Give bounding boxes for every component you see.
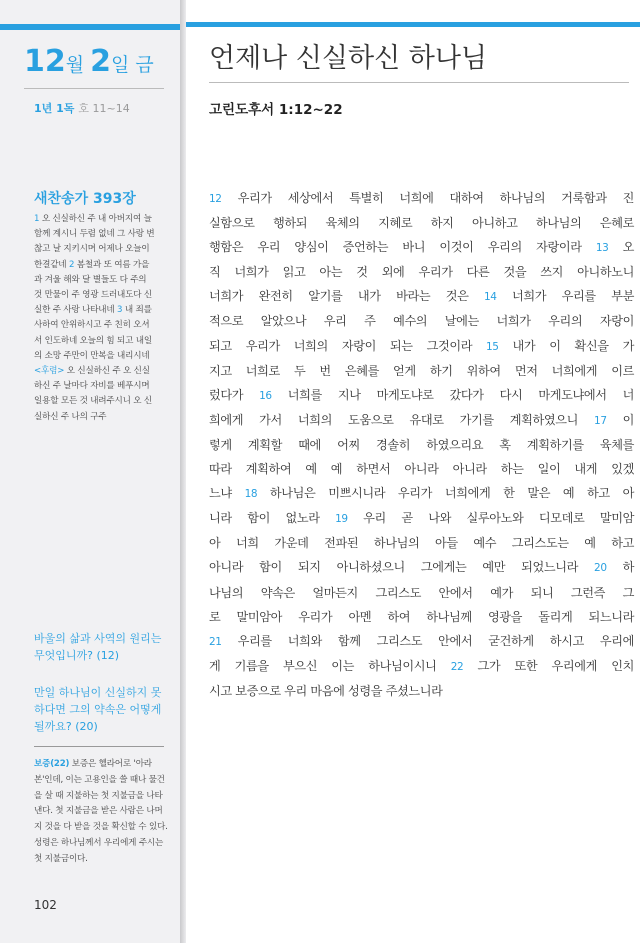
scripture-line <box>209 186 634 211</box>
scripture-line <box>209 383 634 408</box>
hymn-line <box>34 349 167 364</box>
verse-number: 2 <box>68 259 75 270</box>
verse-text: 직 너희가 읽고 아는 것 외에 우리가 다른 것을 쓰지 아니하노니 <box>209 265 634 280</box>
scripture-line <box>209 531 634 555</box>
scripture-line <box>209 457 634 481</box>
date-day-unit: 일 <box>110 54 130 76</box>
hymn-line-text: 오 신실하신 주 오 신실 <box>64 366 150 377</box>
hymn-line <box>34 334 167 349</box>
verse-text: 로 말미암아 우리가 아멘 하여 하나님께 영광을 돌리게 되느니라 <box>209 609 634 624</box>
scripture-line <box>209 309 634 333</box>
verse-number: 21 <box>209 635 222 648</box>
word-note-term: 보증(22) <box>34 759 70 769</box>
verse-text: 적으로 알았으나 우리 주 예수의 날에는 너희가 우리의 자랑이 <box>209 314 634 329</box>
hymn-line-text: 봄철과 또 여름 가을 <box>74 259 150 270</box>
reading-plan-reference: 호 11~14 <box>78 102 130 115</box>
verse-number: 22 <box>450 660 464 673</box>
date-day: 2 <box>90 44 111 79</box>
verse-text: 너희가 완전히 알기를 내가 바라는 것은 <box>209 289 484 304</box>
question-1: 바울의 삶과 사역의 원리는 무엇입니까? (12) <box>34 632 162 662</box>
reading-plan <box>34 100 130 116</box>
hymn-line-text: 내 죄를 <box>122 305 152 316</box>
hymn-line-text: 서 인도하네 오늘의 힘 되고 내일 <box>34 335 152 346</box>
verse-number: 15 <box>486 340 499 353</box>
verse-number: 13 <box>595 242 609 255</box>
verse-text: 따라 계획하여 예 예 하면서 아니라 아니라 하는 일이 내게 있겠 <box>209 462 634 477</box>
verse-number: 18 <box>244 488 258 501</box>
verse-text: 이 <box>606 412 634 427</box>
verse-text: 희에게 가서 너희의 도움으로 유대로 가기를 계획하였으니 <box>209 412 595 427</box>
scripture-line <box>209 581 634 605</box>
title-divider <box>209 82 629 83</box>
scripture-line <box>209 555 634 580</box>
hymn-line-text: 실하신 주 나의 구주 <box>34 411 107 422</box>
verse-text: 렀다가 <box>209 387 260 402</box>
verse-text: 행함은 우리 양심이 증언하는 바니 이것이 우리의 자랑이라 <box>209 240 596 255</box>
verse-number: 14 <box>483 291 497 304</box>
hymn-line-text: 오 신실하신 주 내 아버지여 늘 <box>39 214 152 224</box>
scripture-line <box>209 408 634 433</box>
hymn-line <box>34 364 167 379</box>
verse-text: 우리를 너희와 함께 그리스도 안에서 굳건하게 하시고 우리에 <box>221 633 634 648</box>
hymn-line-text: 사하여 안위하시고 주 친히 오셔 <box>34 320 150 331</box>
page-number: 102 <box>34 898 57 912</box>
verse-number: 3 <box>117 305 123 316</box>
scripture-text <box>209 186 634 703</box>
scripture-line <box>209 359 634 383</box>
scripture-line <box>209 433 634 457</box>
hymn-line-text: 하신 주 날마다 자비를 베푸시며 <box>34 381 150 392</box>
hymn-line <box>34 303 167 318</box>
scripture-line <box>209 235 634 260</box>
hymn-line <box>34 379 167 394</box>
scripture-line <box>209 284 634 309</box>
hymn-line-text: 함께 계시니 두렴 없네 그 사랑 변 <box>34 229 155 240</box>
hymn-line-text: 과 겨울 해와 달 별들도 다 주의 <box>34 274 147 285</box>
page-title: 언제나 신실하신 하나님 <box>209 43 487 74</box>
hymn-line-text: 실한 주 사랑 나타내네 <box>34 305 118 316</box>
hymn-line <box>34 410 167 425</box>
verse-text: 우리 곧 나와 실루아노와 디모데로 말미암 <box>347 511 634 526</box>
hymn-section <box>34 188 167 425</box>
date-month-unit: 월 <box>65 54 85 76</box>
date-divider <box>24 88 164 89</box>
hymn-line-text: 한결같네 <box>34 259 69 270</box>
verse-number: 20 <box>594 562 607 575</box>
refrain-marker: <후렴> <box>34 366 65 377</box>
hymn-title: 새찬송가 393장 <box>34 191 136 207</box>
verse-text: 너희를 지나 마게도냐로 갔다가 다시 마게도냐에서 너 <box>271 387 635 402</box>
verse-text: 아니라 함이 되지 아니하셨으니 그에게는 예만 되었느니라 <box>209 560 595 575</box>
main-accent-bar <box>186 22 640 27</box>
verse-text: 그가 또한 우리에게 인치 <box>463 658 634 673</box>
verse-text: 시고 보증으로 우리 마음에 성령을 주셨느니라 <box>209 683 443 698</box>
hymn-line <box>34 212 167 227</box>
verse-text: 니라 함이 없노라 <box>209 511 336 526</box>
word-note-text: 보증은 헬라어로 '아라본'인데, 이는 고용인을 쓸 때나 물건을 살 때 지불하는 첫 지불금을 나타낸다. 첫 지불금을 받은 사람은 나머지 것을 다 받을 것을 확신할 수 있다. 성령은 하나님께서 우리에게 주시는 첫 지불금이다. <box>34 759 168 864</box>
hymn-line <box>34 318 167 333</box>
verse-text: 지고 너희로 두 번 은혜를 얻게 하기 위하여 먼저 너희에게 이르 <box>209 363 634 378</box>
hymn-line <box>34 394 167 409</box>
verse-text: 오 <box>608 240 634 255</box>
verse-text: 느냐 <box>209 486 245 501</box>
hymn-line-text: 것 만물이 주 영광 드러내도다 신 <box>34 290 152 301</box>
verse-number: 1 <box>34 214 40 224</box>
verse-text: 나님의 약속은 얼마든지 그리스도 안에서 예가 되니 그런즉 그 <box>209 585 634 600</box>
verse-text: 하나님은 미쁘시니라 우리가 너희에게 한 말은 예 하고 아 <box>257 486 634 501</box>
date-heading <box>24 44 154 79</box>
verse-number: 12 <box>209 193 222 205</box>
word-note <box>34 757 168 868</box>
hymn-line <box>34 288 167 303</box>
sidebar-accent-bar <box>0 24 180 30</box>
date-weekday: 금 <box>135 54 154 76</box>
passage-reference: 고린도후서 1:12~22 <box>209 102 343 118</box>
page-gutter <box>180 0 186 943</box>
verse-number: 17 <box>594 414 607 427</box>
hymn-line-text: 찮고 날 지키시며 어제나 오늘이 <box>34 244 150 255</box>
verse-text: 렇게 계획할 때에 어찌 경솔히 하였으리요 혹 계획하기를 육체를 <box>209 437 634 452</box>
verse-text: 너희가 우리를 부분 <box>496 289 634 304</box>
verse-text: 내가 이 확신을 가 <box>498 338 634 353</box>
scripture-line <box>209 605 634 629</box>
scripture-line <box>209 334 634 359</box>
scripture-line <box>209 654 634 679</box>
hymn-line <box>34 242 167 257</box>
scripture-line <box>209 506 634 531</box>
scripture-line <box>209 629 634 654</box>
scripture-line <box>209 211 634 235</box>
verse-text: 실함으로 행하되 육체의 지혜로 하지 아니하고 하나님의 은혜로 <box>209 216 634 231</box>
reading-plan-label: 1년 1독 <box>34 102 75 115</box>
scripture-line <box>209 260 634 284</box>
verse-text: 게 기름을 부으신 이는 하나님이시니 <box>209 658 451 673</box>
hymn-line-text: 의 소망 주만이 만복을 내리시네 <box>34 350 150 361</box>
hymn-line <box>34 258 167 273</box>
hymn-lyrics <box>34 212 167 425</box>
verse-text: 하 <box>606 560 634 575</box>
note-divider <box>34 746 164 747</box>
hymn-line <box>34 227 167 242</box>
date-month: 12 <box>24 44 66 79</box>
hymn-line-text: 일용할 모든 것 내려주시니 오 신 <box>34 396 152 407</box>
verse-number: 19 <box>335 513 348 526</box>
question-2: 만일 하나님이 신실하지 못하다면 그의 약속은 어떻게 될까요? (20) <box>34 686 162 733</box>
verse-number: 16 <box>259 389 272 402</box>
verse-text: 되고 우리가 너희의 자랑이 되는 그것이라 <box>209 338 487 353</box>
scripture-line <box>209 679 634 703</box>
verse-text: 아 너희 가운데 전파된 하나님의 아들 예수 그리스도는 예 하고 <box>209 536 634 551</box>
hymn-line <box>34 273 167 288</box>
scripture-line <box>209 481 634 506</box>
verse-text: 우리가 세상에서 특별히 너희에 대하여 하나님의 거룩함과 진 <box>221 191 634 205</box>
